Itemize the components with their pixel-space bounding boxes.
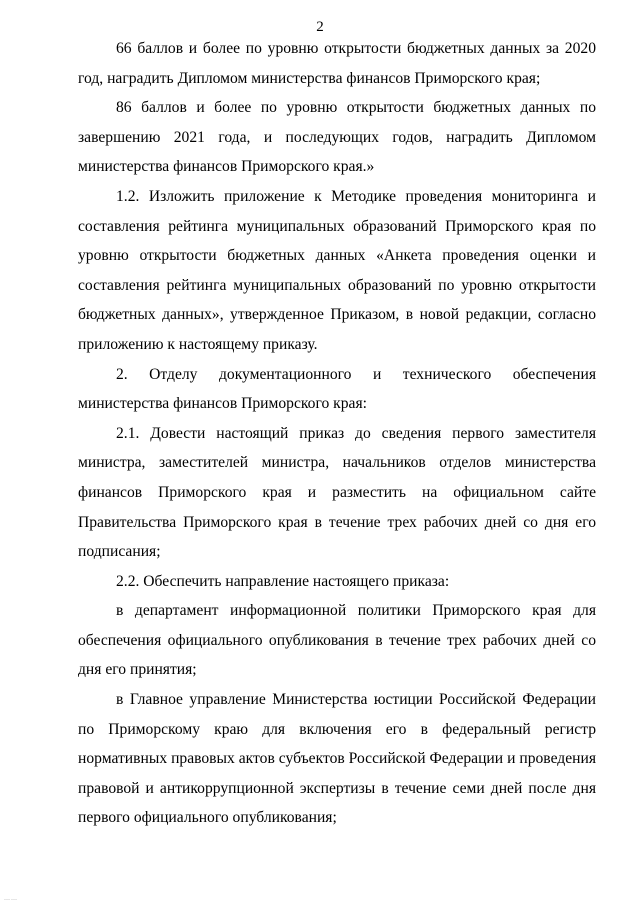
- paragraph-award-2020: 66 баллов и более по уровню открытости бюджетных данных за 2020 год, наградить Дипломом министерства финансов Приморского края;: [78, 40, 596, 87]
- paragraph-item-2-2: 2.2. Обеспечить направление настоящего приказа:: [116, 572, 450, 590]
- paragraph-item-2: 2. Отделу документационного и технического обеспечения министерства финансов Приморского края:: [78, 365, 596, 413]
- page-number: 2: [316, 19, 324, 35]
- paragraph-item-2-1: 2.1. Довести настоящий приказ до сведения первого заместителя министра, заместителей министра, начальников отделов министерства финансов Приморского края и разместить на официальном сайте Правительства Приморского края в течение трех рабочих дней со дня его подписания;: [78, 424, 596, 561]
- paragraph-item-1-2: 1.2. Изложить приложение к Методике проведения мониторинга и составления рейтинга муниципальных образований Приморского края по уровню открытости бюджетных данных «Анкета проведения оценки и составления рейтинга муниципальных образований по уровню открытости бюджетных данных», утвержденное Приказом, в новой редакции, согласно приложению к настоящему приказу.: [78, 187, 596, 353]
- document-body: [78, 34, 596, 833]
- paragraph-award-2021: 86 баллов и более по уровню открытости бюджетных данных по завершению 2021 года, и последующих годов, наградить Дипломом министерства финансов Приморского края.»: [78, 99, 596, 176]
- paragraph-info-policy-department: в департамент информационной политики Приморского края для обеспечения официального опубликования в течение трех рабочих дней со дня его принятия;: [78, 602, 596, 679]
- paragraph-justice-ministry: в Главное управление Министерства юстиции Российской Федерации по Приморскому краю для включения его в федеральный регистр нормативных правовых актов субъектов Российской Федерации и проведения правовой и антикоррупционной экспертизы в течение семи дней после дня первого официального опубликования;: [78, 691, 596, 827]
- scan-corner-mark: ……: [4, 896, 18, 902]
